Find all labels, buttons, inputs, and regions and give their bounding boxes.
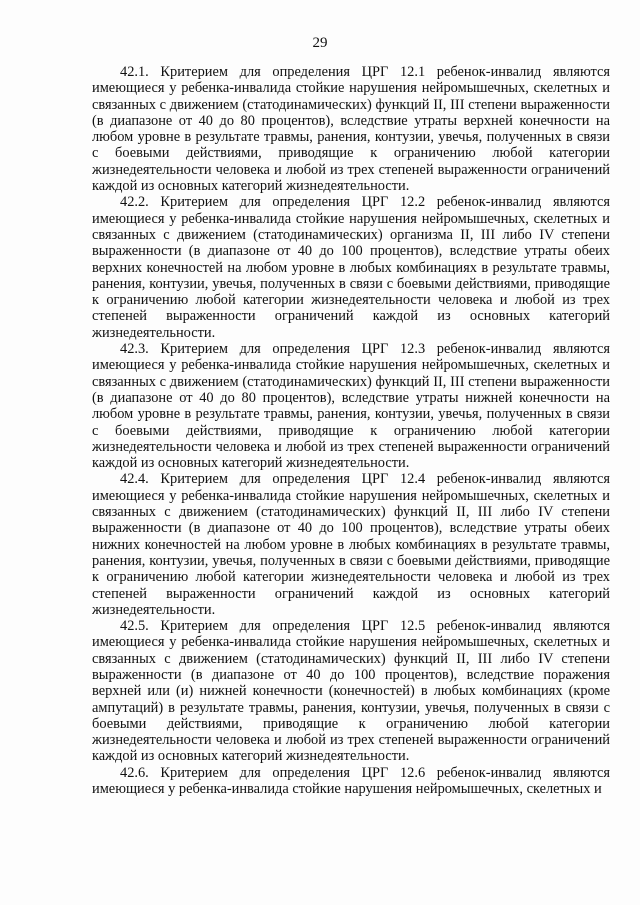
- document-body: [92, 64, 610, 797]
- page-number: 29: [312, 35, 328, 51]
- paragraph-42-2: 42.2. Критерием для определения ЦРГ 12.2 ребенок-инвалид являются имеющиеся у ребенка-инвалида стойкие нарушения нейромышечных, скелетных и связанных с движением (статодинамических) организма II, III либо IV степени выраженности (в диапазоне от 40 до 100 процентов), вследствие утраты обеих верхних конечностей на любом уровне в любых комбинациях в результате травмы, ранения, контузии, увечья, полученных в связи с боевыми действиями, приводящие к ограничению любой категории жизнедеятельности человека и любой из трех степеней выраженности ограничений каждой из основных категорий жизнедеятельности.: [92, 194, 610, 341]
- paragraph-42-6: 42.6. Критерием для определения ЦРГ 12.6 ребенок-инвалид являются имеющиеся у ребенка-инвалида стойкие нарушения нейромышечных, скелетных и: [92, 764, 610, 798]
- paragraph-42-3: 42.3. Критерием для определения ЦРГ 12.3 ребенок-инвалид являются имеющиеся у ребенка-инвалида стойкие нарушения нейромышечных, скелетных и связанных с движением (статодинамических) функций II, III степени выраженности (в диапазоне от 40 до 80 процентов), вследствие утраты нижней конечности на любом уровне в результате травмы, ранения, контузии, увечья, полученных в связи с боевыми действиями, приводящие к ограничению любой категории жизнедеятельности человека и любой из трех степеней выраженности ограничений каждой из основных категорий жизнедеятельности.: [92, 341, 610, 472]
- paragraph-42-4: 42.4. Критерием для определения ЦРГ 12.4 ребенок-инвалид являются имеющиеся у ребенка-инвалида стойкие нарушения нейромышечных, скелетных и связанных с движением (статодинамических) функций II, III либо IV степени выраженности (в диапазоне от 40 до 100 процентов), вследствие утраты обеих нижних конечностей на любом уровне в любых комбинациях в результате травмы, ранения, контузии, увечья, полученных в связи с боевыми действиями, приводящие к ограничению любой категории жизнедеятельности человека и любой из трех степеней выраженности ограничений каждой из основных категорий жизнедеятельности.: [92, 471, 610, 618]
- paragraph-42-5: 42.5. Критерием для определения ЦРГ 12.5 ребенок-инвалид являются имеющиеся у ребенка-инвалида стойкие нарушения нейромышечных, скелетных и связанных с движением (статодинамических) функций II, III либо IV степени выраженности (в диапазоне от 40 до 100 процентов), вследствие поражения верхней или (и) нижней конечности (конечностей) в любых комбинациях (кроме ампутаций) в результате травмы, ранения, контузии, увечья, полученных в связи с боевыми действиями, приводящие к ограничению любой категории жизнедеятельности человека и любой из трех степеней выраженности ограничений каждой из основных категорий жизнедеятельности.: [92, 618, 610, 765]
- paragraph-42-1: 42.1. Критерием для определения ЦРГ 12.1 ребенок-инвалид являются имеющиеся у ребенка-инвалида стойкие нарушения нейромышечных, скелетных и связанных с движением (статодинамических) функций II, III степени выраженности (в диапазоне от 40 до 80 процентов), вследствие утраты верхней конечности на любом уровне в результате травмы, ранения, контузии, увечья, полученных в связи с боевыми действиями, приводящие к ограничению любой категории жизнедеятельности человека и любой из трех степеней выраженности ограничений каждой из основных категорий жизнедеятельности.: [92, 64, 610, 195]
